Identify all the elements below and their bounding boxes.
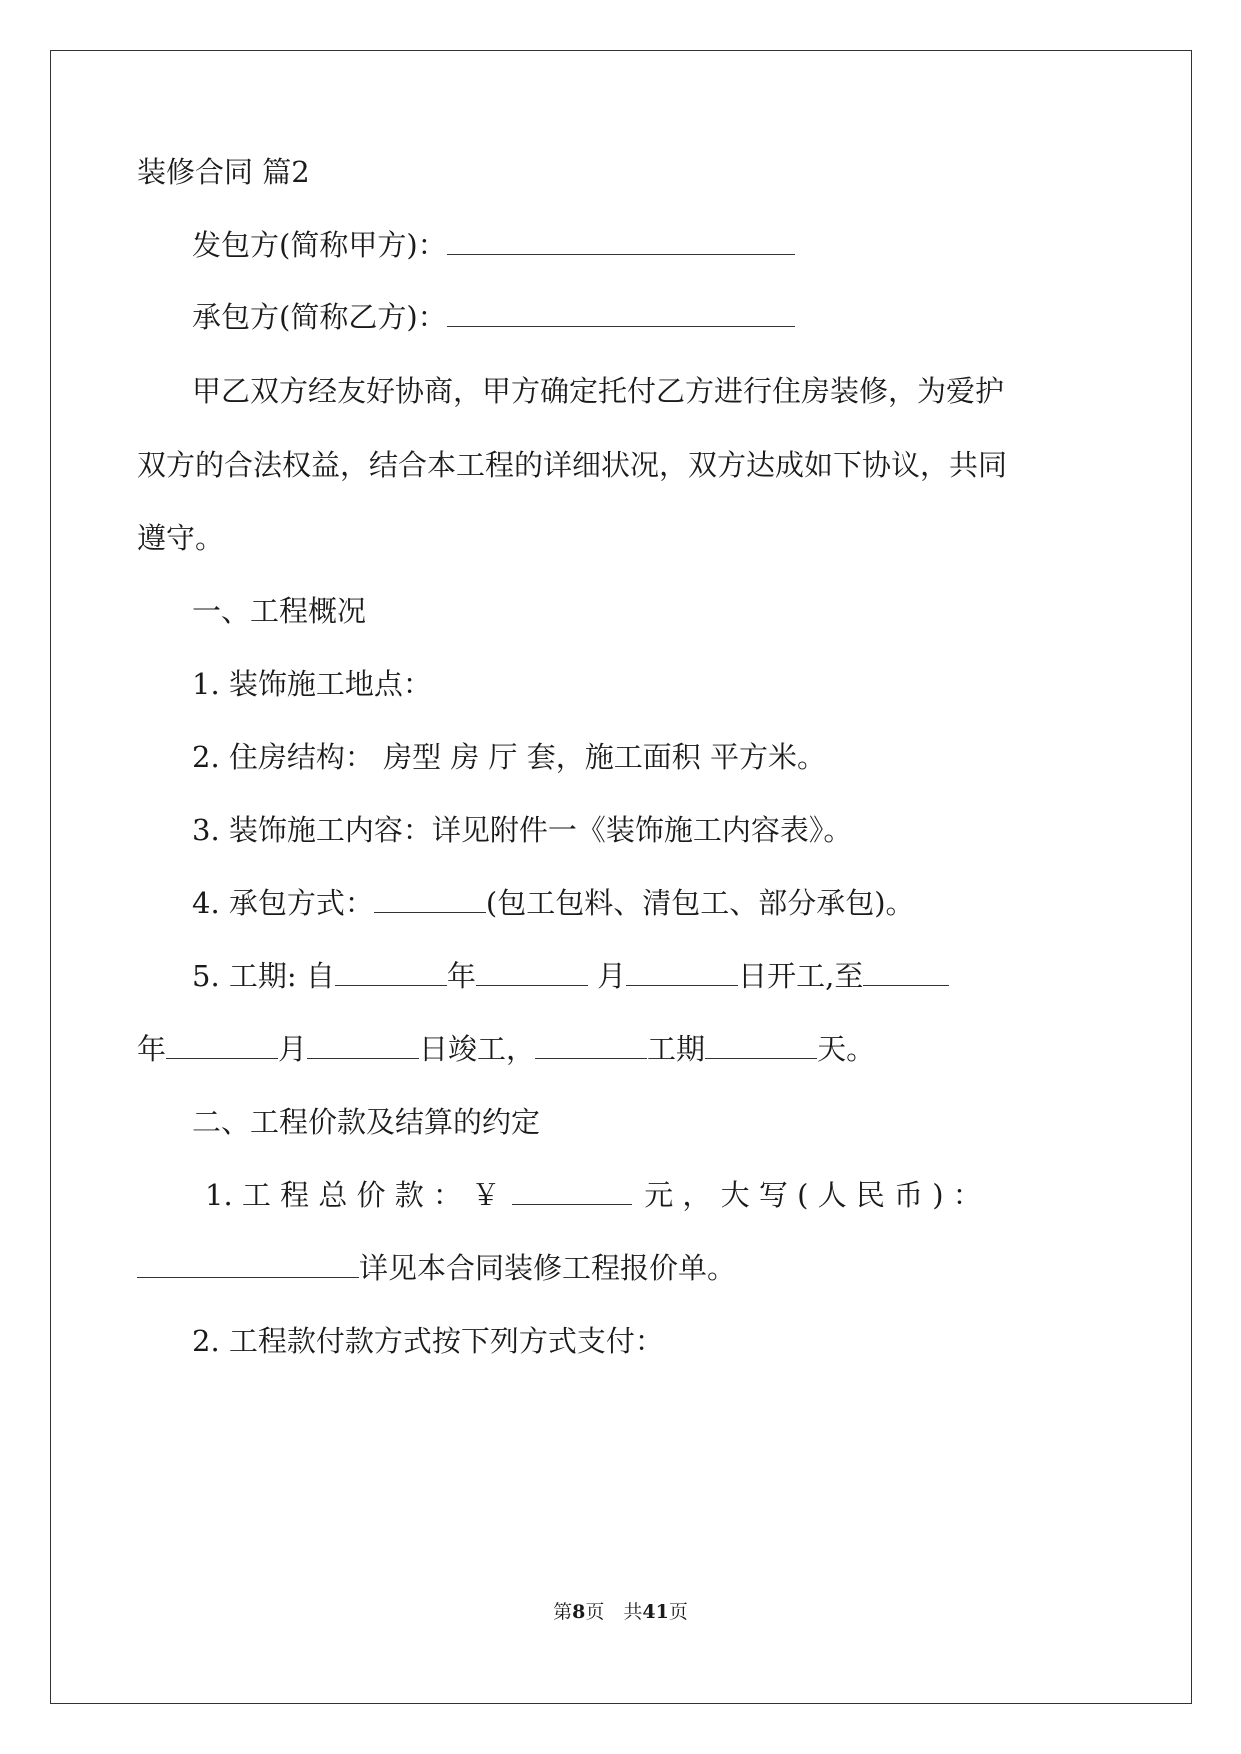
item-1-5-line-1 <box>192 956 949 996</box>
end-year-label: 年 <box>137 1032 167 1066</box>
total-price-blank <box>512 1180 632 1205</box>
contract-type-blank <box>374 888 486 913</box>
item-1-4-options: (包工包料、清包工、部分承包)。 <box>485 886 915 920</box>
days-label: 天。 <box>817 1032 876 1066</box>
item-1-5-line-2 <box>137 1029 875 1069</box>
item-1-2: 2. 住房结构： 房型 房 厅 套，施工面积 平方米。 <box>192 740 826 774</box>
start-day-blank <box>626 961 738 986</box>
rmb-uppercase-label: 元 ， 大 写 ( 人 民 币 ) ： <box>644 1178 982 1212</box>
item-1-3: 3. 装饰施工内容：详见附件一《装饰施工内容表》。 <box>192 813 853 847</box>
party-b-line <box>192 297 795 337</box>
item-2-2: 2. 工程款付款方式按下列方式支付： <box>192 1324 664 1358</box>
item-1-4 <box>192 883 915 923</box>
end-day-label: 日竣工， <box>419 1032 536 1066</box>
end-month-blank <box>166 1034 278 1059</box>
intro-paragraph-line-3: 遵守。 <box>137 521 225 555</box>
days-blank <box>705 1034 817 1059</box>
party-a-blank <box>447 230 795 255</box>
year-label: 年 <box>446 959 476 993</box>
period-label: 工期 <box>647 1032 706 1066</box>
item-1-5-label: 5. 工期: 自 <box>192 959 335 993</box>
section-heading-1: 一、工程概况 <box>192 594 367 628</box>
party-b-blank <box>447 302 795 327</box>
item-2-1-line-1 <box>205 1175 982 1215</box>
section-heading-2: 二、工程价款及结算的约定 <box>192 1105 541 1139</box>
page-total: 41 <box>642 1601 669 1623</box>
document-title: 装修合同 篇2 <box>137 155 310 189</box>
period-blank <box>535 1034 647 1059</box>
item-2-1-line-2 <box>137 1248 736 1288</box>
party-a-label: 发包方(简称甲方)： <box>192 228 447 262</box>
start-year-blank <box>335 961 447 986</box>
item-1-4-label: 4. 承包方式： <box>192 886 374 920</box>
page-number: 8 <box>572 1601 586 1623</box>
party-b-label: 承包方(简称乙方)： <box>192 300 447 334</box>
end-month-label: 月 <box>278 1032 308 1066</box>
footer-prefix: 第 <box>553 1601 573 1623</box>
start-month-blank <box>476 961 588 986</box>
end-year-blank <box>863 961 949 986</box>
start-day-label: 日开工,至 <box>738 959 864 993</box>
footer-suffix: 页 <box>668 1601 688 1623</box>
total-price-label: 1. 工 程 总 价 款 ： ￥ <box>205 1178 501 1212</box>
party-a-line <box>192 225 795 265</box>
month-label: 月 <box>587 959 627 993</box>
intro-paragraph-line-2: 双方的合法权益，结合本工程的详细状况，双方达成如下协议，共同 <box>137 448 1008 482</box>
intro-paragraph-line-1: 甲乙双方经友好协商，甲方确定托付乙方进行住房装修，为爱护 <box>192 374 1005 408</box>
rmb-uppercase-blank <box>137 1253 359 1278</box>
page-footer <box>0 1600 1241 1624</box>
item-1-1: 1. 装饰施工地点： <box>192 667 432 701</box>
end-day-blank <box>307 1034 419 1059</box>
footer-mid: 页 共 <box>585 1601 643 1623</box>
quotation-reference: 详见本合同装修工程报价单。 <box>359 1251 737 1285</box>
